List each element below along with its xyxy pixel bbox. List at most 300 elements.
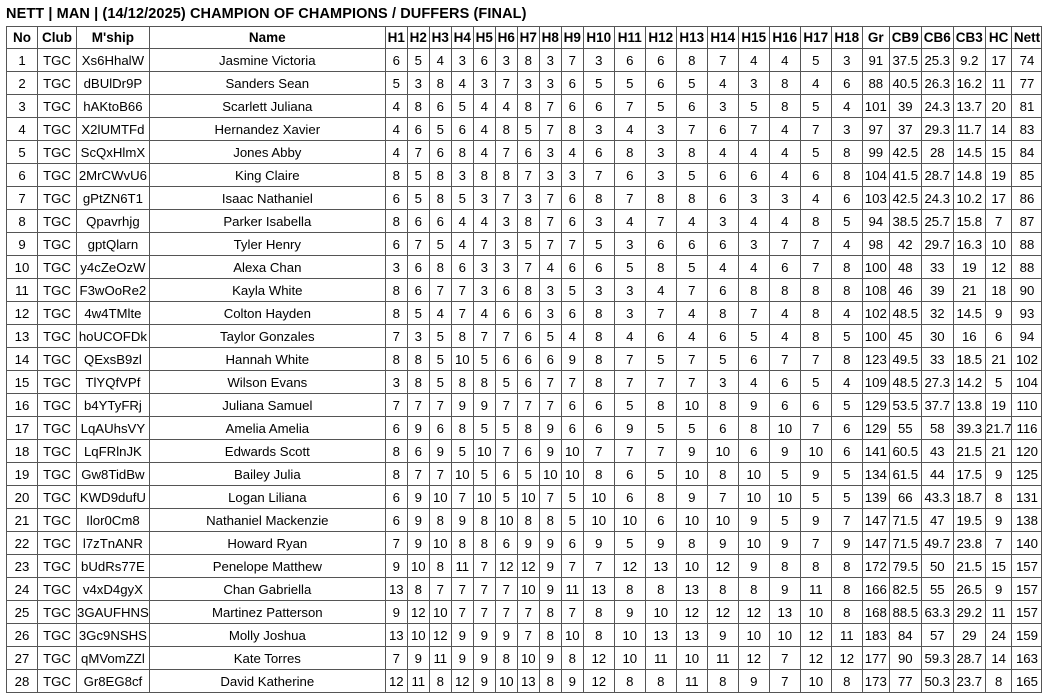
cell-h11: 7 (614, 371, 645, 394)
cell-nett: 81 (1012, 95, 1042, 118)
cell-gross: 139 (862, 486, 889, 509)
cell-handicap: 10 (985, 233, 1012, 256)
cell-h9: 7 (561, 371, 583, 394)
cell-h1: 6 (385, 49, 407, 72)
cell-h12: 11 (645, 647, 676, 670)
cell-gross: 99 (862, 141, 889, 164)
table-row (7, 624, 1042, 647)
cell-no: 17 (7, 417, 38, 440)
cell-handicap: 21.7 (985, 417, 1012, 440)
cell-cb3: 18.7 (953, 486, 985, 509)
cell-h13: 6 (676, 233, 707, 256)
cell-name: Chan Gabriella (149, 578, 385, 601)
cell-h11: 8 (614, 578, 645, 601)
cell-no: 20 (7, 486, 38, 509)
cell-h13: 7 (676, 118, 707, 141)
cell-h9: 10 (561, 463, 583, 486)
cell-h15: 5 (738, 95, 769, 118)
cell-handicap: 21 (985, 348, 1012, 371)
cell-nett: 85 (1012, 164, 1042, 187)
cell-handicap: 15 (985, 555, 1012, 578)
cell-h3: 6 (429, 210, 451, 233)
cell-h11: 10 (614, 647, 645, 670)
cell-gross: 102 (862, 302, 889, 325)
column-header-h16: H16 (769, 27, 800, 49)
column-header-h13: H13 (676, 27, 707, 49)
cell-h8: 7 (539, 233, 561, 256)
cell-h16: 4 (769, 302, 800, 325)
cell-h9: 7 (561, 555, 583, 578)
table-row (7, 95, 1042, 118)
cell-h8: 7 (539, 95, 561, 118)
table-row (7, 141, 1042, 164)
cell-name: Sanders Sean (149, 72, 385, 95)
cell-h9: 8 (561, 118, 583, 141)
cell-name: Molly Joshua (149, 624, 385, 647)
cell-h5: 4 (473, 210, 495, 233)
cell-h16: 8 (769, 555, 800, 578)
cell-h14: 12 (707, 601, 738, 624)
cell-h7: 13 (517, 670, 539, 693)
cell-gross: 108 (862, 279, 889, 302)
column-header-h15: H15 (738, 27, 769, 49)
cell-h6: 10 (495, 670, 517, 693)
cell-h6: 7 (495, 72, 517, 95)
cell-h13: 8 (676, 532, 707, 555)
cell-club: TGC (38, 509, 77, 532)
cell-h18: 8 (831, 141, 862, 164)
cell-h6: 8 (495, 164, 517, 187)
cell-nett: 83 (1012, 118, 1042, 141)
cell-h17: 6 (800, 164, 831, 187)
cell-club: TGC (38, 164, 77, 187)
cell-nett: 116 (1012, 417, 1042, 440)
cell-membership: v4xD4gyX (77, 578, 150, 601)
cell-h17: 7 (800, 348, 831, 371)
cell-h9: 6 (561, 256, 583, 279)
cell-membership: Qpavrhjg (77, 210, 150, 233)
cell-h5: 9 (473, 624, 495, 647)
cell-h2: 11 (407, 670, 429, 693)
cell-cb9: 88.5 (889, 601, 921, 624)
cell-nett: 159 (1012, 624, 1042, 647)
cell-h13: 9 (676, 440, 707, 463)
cell-h5: 5 (473, 463, 495, 486)
cell-h9: 5 (561, 279, 583, 302)
cell-membership: Gw8TidBw (77, 463, 150, 486)
cell-cb9: 66 (889, 486, 921, 509)
cell-h3: 5 (429, 118, 451, 141)
cell-name: Hannah White (149, 348, 385, 371)
cell-handicap: 19 (985, 394, 1012, 417)
cell-club: TGC (38, 371, 77, 394)
cell-h15: 8 (738, 578, 769, 601)
cell-h14: 8 (707, 394, 738, 417)
cell-h11: 10 (614, 509, 645, 532)
cell-h12: 9 (645, 532, 676, 555)
cell-club: TGC (38, 49, 77, 72)
cell-cb6: 63.3 (921, 601, 953, 624)
cell-h1: 8 (385, 302, 407, 325)
cell-no: 26 (7, 624, 38, 647)
cell-h2: 7 (407, 141, 429, 164)
cell-h13: 7 (676, 371, 707, 394)
cell-h16: 8 (769, 95, 800, 118)
cell-h10: 10 (583, 509, 614, 532)
cell-h2: 8 (407, 348, 429, 371)
cell-cb9: 48.5 (889, 302, 921, 325)
cell-h8: 8 (539, 509, 561, 532)
cell-h2: 9 (407, 647, 429, 670)
cell-h3: 6 (429, 141, 451, 164)
cell-nett: 94 (1012, 325, 1042, 348)
cell-h18: 9 (831, 532, 862, 555)
cell-h8: 9 (539, 555, 561, 578)
cell-gross: 103 (862, 187, 889, 210)
cell-name: Bailey Julia (149, 463, 385, 486)
cell-cb9: 61.5 (889, 463, 921, 486)
cell-h7: 10 (517, 647, 539, 670)
cell-h17: 12 (800, 624, 831, 647)
cell-club: TGC (38, 233, 77, 256)
cell-h6: 7 (495, 325, 517, 348)
cell-club: TGC (38, 440, 77, 463)
cell-h17: 10 (800, 670, 831, 693)
table-row (7, 325, 1042, 348)
cell-club: TGC (38, 532, 77, 555)
cell-club: TGC (38, 394, 77, 417)
cell-h9: 9 (561, 348, 583, 371)
cell-h1: 7 (385, 394, 407, 417)
column-header-h6: H6 (495, 27, 517, 49)
cell-h3: 10 (429, 601, 451, 624)
cell-h9: 6 (561, 394, 583, 417)
cell-h15: 9 (738, 670, 769, 693)
cell-cb9: 71.5 (889, 509, 921, 532)
cell-no: 13 (7, 325, 38, 348)
header-row (7, 27, 1042, 49)
cell-club: TGC (38, 555, 77, 578)
cell-handicap: 8 (985, 486, 1012, 509)
cell-h1: 8 (385, 164, 407, 187)
cell-cb9: 42 (889, 233, 921, 256)
cell-gross: 183 (862, 624, 889, 647)
cell-cb3: 17.5 (953, 463, 985, 486)
cell-h17: 10 (800, 440, 831, 463)
cell-h16: 10 (769, 486, 800, 509)
cell-h6: 6 (495, 302, 517, 325)
cell-h13: 5 (676, 417, 707, 440)
column-header-h18: H18 (831, 27, 862, 49)
table-row (7, 509, 1042, 532)
cell-h1: 4 (385, 95, 407, 118)
cell-cb9: 46 (889, 279, 921, 302)
column-header-membership: M'ship (77, 27, 150, 49)
cell-h5: 5 (473, 417, 495, 440)
cell-membership: gPtZN6T1 (77, 187, 150, 210)
cell-club: TGC (38, 141, 77, 164)
cell-club: TGC (38, 118, 77, 141)
cell-nett: 157 (1012, 601, 1042, 624)
cell-h1: 6 (385, 486, 407, 509)
cell-h11: 5 (614, 72, 645, 95)
cell-name: Scarlett Juliana (149, 95, 385, 118)
cell-h15: 10 (738, 624, 769, 647)
cell-membership: b4YTyFRj (77, 394, 150, 417)
cell-h7: 7 (517, 164, 539, 187)
cell-no: 3 (7, 95, 38, 118)
table-row (7, 417, 1042, 440)
cell-h3: 9 (429, 440, 451, 463)
cell-nett: 125 (1012, 463, 1042, 486)
cell-h11: 12 (614, 555, 645, 578)
cell-h1: 13 (385, 624, 407, 647)
cell-h2: 8 (407, 95, 429, 118)
cell-h14: 7 (707, 486, 738, 509)
cell-h18: 4 (831, 233, 862, 256)
cell-h11: 4 (614, 118, 645, 141)
cell-h4: 6 (451, 118, 473, 141)
cell-h15: 9 (738, 394, 769, 417)
cell-h7: 5 (517, 233, 539, 256)
cell-h18: 12 (831, 647, 862, 670)
table-row (7, 187, 1042, 210)
cell-h13: 4 (676, 302, 707, 325)
cell-h18: 6 (831, 417, 862, 440)
cell-cb9: 55 (889, 417, 921, 440)
cell-h14: 6 (707, 279, 738, 302)
cell-h2: 3 (407, 72, 429, 95)
cell-handicap: 7 (985, 210, 1012, 233)
cell-h1: 12 (385, 670, 407, 693)
cell-cb9: 90 (889, 647, 921, 670)
cell-gross: 100 (862, 325, 889, 348)
cell-h9: 6 (561, 210, 583, 233)
cell-h12: 7 (645, 371, 676, 394)
cell-no: 10 (7, 256, 38, 279)
cell-h15: 6 (738, 440, 769, 463)
column-header-h10: H10 (583, 27, 614, 49)
cell-handicap: 14 (985, 647, 1012, 670)
cell-h15: 7 (738, 118, 769, 141)
cell-h12: 5 (645, 463, 676, 486)
cell-membership: LqFRlnJK (77, 440, 150, 463)
cell-h2: 9 (407, 509, 429, 532)
cell-gross: 123 (862, 348, 889, 371)
cell-cb3: 21.5 (953, 555, 985, 578)
cell-h8: 6 (539, 348, 561, 371)
cell-h5: 4 (473, 118, 495, 141)
cell-cb3: 23.8 (953, 532, 985, 555)
cell-h4: 12 (451, 670, 473, 693)
cell-h5: 8 (473, 371, 495, 394)
cell-h17: 8 (800, 302, 831, 325)
column-header-h14: H14 (707, 27, 738, 49)
table-row (7, 371, 1042, 394)
cell-h18: 8 (831, 578, 862, 601)
cell-h1: 4 (385, 141, 407, 164)
cell-club: TGC (38, 647, 77, 670)
cell-h5: 4 (473, 141, 495, 164)
cell-h7: 12 (517, 555, 539, 578)
cell-h1: 9 (385, 601, 407, 624)
cell-cb6: 25.3 (921, 49, 953, 72)
cell-membership: 2MrCWvU6 (77, 164, 150, 187)
column-header-h12: H12 (645, 27, 676, 49)
cell-h11: 7 (614, 95, 645, 118)
cell-h8: 3 (539, 302, 561, 325)
cell-h8: 7 (539, 187, 561, 210)
cell-h5: 5 (473, 348, 495, 371)
cell-cb6: 37.7 (921, 394, 953, 417)
cell-h4: 6 (451, 256, 473, 279)
cell-h15: 10 (738, 486, 769, 509)
cell-h6: 7 (495, 578, 517, 601)
cell-h17: 5 (800, 49, 831, 72)
cell-cb9: 45 (889, 325, 921, 348)
cell-h18: 6 (831, 72, 862, 95)
cell-h10: 12 (583, 647, 614, 670)
cell-h3: 6 (429, 95, 451, 118)
cell-cb3: 29 (953, 624, 985, 647)
table-row (7, 164, 1042, 187)
cell-h16: 6 (769, 371, 800, 394)
cell-h8: 8 (539, 624, 561, 647)
cell-h10: 3 (583, 118, 614, 141)
cell-cb6: 43.3 (921, 486, 953, 509)
cell-no: 4 (7, 118, 38, 141)
cell-h3: 6 (429, 417, 451, 440)
cell-h12: 8 (645, 486, 676, 509)
cell-handicap: 15 (985, 141, 1012, 164)
cell-nett: 88 (1012, 233, 1042, 256)
column-header-cb9: CB9 (889, 27, 921, 49)
cell-cb3: 14.5 (953, 141, 985, 164)
cell-no: 14 (7, 348, 38, 371)
cell-cb6: 28 (921, 141, 953, 164)
cell-h12: 8 (645, 578, 676, 601)
cell-no: 8 (7, 210, 38, 233)
cell-cb3: 29.2 (953, 601, 985, 624)
cell-gross: 173 (862, 670, 889, 693)
cell-h17: 8 (800, 555, 831, 578)
table-row (7, 118, 1042, 141)
cell-h8: 9 (539, 532, 561, 555)
cell-h4: 9 (451, 509, 473, 532)
cell-h3: 5 (429, 348, 451, 371)
cell-h16: 4 (769, 210, 800, 233)
cell-h5: 6 (473, 49, 495, 72)
cell-h17: 8 (800, 279, 831, 302)
cell-h14: 9 (707, 624, 738, 647)
cell-no: 9 (7, 233, 38, 256)
cell-h10: 8 (583, 601, 614, 624)
cell-h6: 7 (495, 601, 517, 624)
cell-h10: 8 (583, 371, 614, 394)
cell-h5: 7 (473, 233, 495, 256)
cell-h4: 5 (451, 440, 473, 463)
cell-h12: 7 (645, 210, 676, 233)
cell-h14: 6 (707, 187, 738, 210)
cell-h7: 6 (517, 141, 539, 164)
cell-h16: 9 (769, 440, 800, 463)
cell-h2: 10 (407, 555, 429, 578)
cell-h5: 7 (473, 578, 495, 601)
cell-h9: 5 (561, 509, 583, 532)
column-header-h3: H3 (429, 27, 451, 49)
cell-cb9: 42.5 (889, 141, 921, 164)
cell-h6: 7 (495, 394, 517, 417)
cell-membership: Gr8EG8cf (77, 670, 150, 693)
cell-gross: 104 (862, 164, 889, 187)
cell-cb9: 48 (889, 256, 921, 279)
cell-cb9: 42.5 (889, 187, 921, 210)
cell-h16: 10 (769, 624, 800, 647)
column-header-h5: H5 (473, 27, 495, 49)
cell-h17: 5 (800, 141, 831, 164)
cell-nett: 88 (1012, 256, 1042, 279)
cell-h11: 3 (614, 279, 645, 302)
cell-h14: 8 (707, 463, 738, 486)
cell-h8: 9 (539, 578, 561, 601)
cell-h2: 12 (407, 601, 429, 624)
cell-cb6: 25.7 (921, 210, 953, 233)
cell-gross: 94 (862, 210, 889, 233)
cell-h13: 10 (676, 555, 707, 578)
cell-h11: 6 (614, 164, 645, 187)
cell-membership: bUdRs77E (77, 555, 150, 578)
cell-membership: Ilor0Cm8 (77, 509, 150, 532)
table-row (7, 440, 1042, 463)
table-row (7, 210, 1042, 233)
cell-cb6: 24.3 (921, 187, 953, 210)
cell-h12: 3 (645, 164, 676, 187)
cell-club: TGC (38, 72, 77, 95)
cell-membership: KWD9dufU (77, 486, 150, 509)
cell-nett: 93 (1012, 302, 1042, 325)
cell-no: 24 (7, 578, 38, 601)
cell-h10: 6 (583, 417, 614, 440)
cell-h7: 8 (517, 509, 539, 532)
cell-h11: 6 (614, 463, 645, 486)
cell-h9: 3 (561, 164, 583, 187)
cell-h14: 8 (707, 302, 738, 325)
cell-h18: 5 (831, 394, 862, 417)
cell-h10: 6 (583, 256, 614, 279)
cell-cb9: 49.5 (889, 348, 921, 371)
cell-handicap: 9 (985, 302, 1012, 325)
cell-h4: 7 (451, 578, 473, 601)
cell-h15: 8 (738, 279, 769, 302)
cell-h9: 4 (561, 141, 583, 164)
cell-h8: 8 (539, 601, 561, 624)
cell-h18: 11 (831, 624, 862, 647)
cell-h14: 8 (707, 670, 738, 693)
cell-h17: 6 (800, 394, 831, 417)
cell-no: 1 (7, 49, 38, 72)
cell-h7: 6 (517, 440, 539, 463)
cell-h3: 8 (429, 72, 451, 95)
cell-nett: 77 (1012, 72, 1042, 95)
cell-h1: 6 (385, 233, 407, 256)
cell-handicap: 7 (985, 532, 1012, 555)
cell-h15: 7 (738, 302, 769, 325)
cell-h13: 12 (676, 601, 707, 624)
cell-h16: 5 (769, 463, 800, 486)
table-row (7, 348, 1042, 371)
table-row (7, 49, 1042, 72)
cell-h17: 5 (800, 95, 831, 118)
